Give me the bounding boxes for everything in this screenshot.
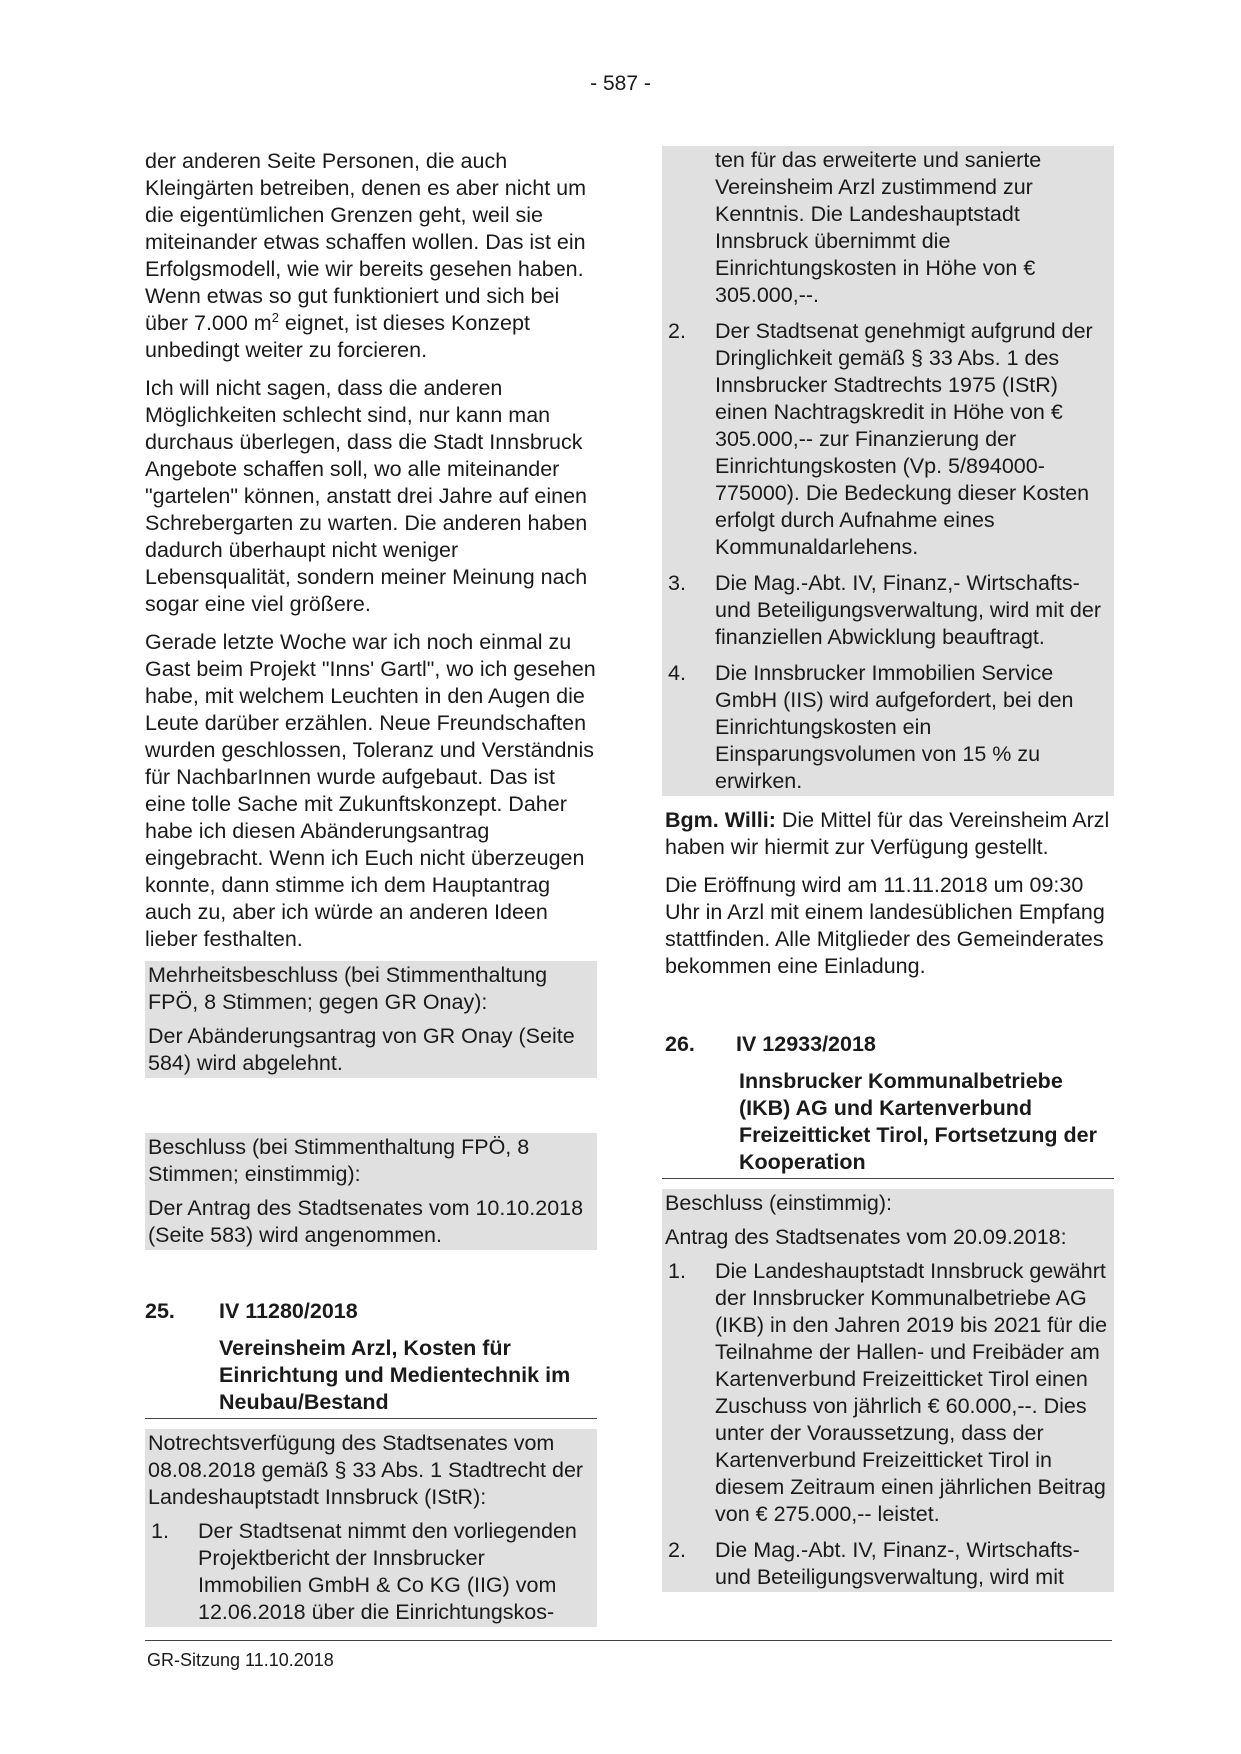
- point-number: 4.: [668, 661, 686, 685]
- left-column: [145, 148, 597, 1627]
- page-number: - 587 -: [590, 72, 651, 95]
- item-25-intro: Notrechtsverfügung des Stadtsenates vom 08.08.2018 gemäß § 33 Abs. 1 Stadtrecht der Landeshauptstadt Innsbruck (IStR):: [148, 1431, 584, 1509]
- agenda-item-26-header: [662, 1031, 1114, 1058]
- point-number: 2.: [668, 1538, 686, 1562]
- item-25-continued: [662, 146, 1114, 796]
- paragraph-1: [145, 148, 597, 364]
- item-25-point-4: [665, 660, 1111, 795]
- point-text: Die Mag.-Abt. IV, Finanz-, Wirtschafts- und Beteiligungsverwaltung, wird mit: [715, 1538, 1080, 1589]
- paragraph-3: Gerade letzte Woche war ich noch einmal zu Gast beim Projekt "Inns' Gartl", wo ich gesehen habe, mit welchem Leuchten in den Augen die Leute darüber erzählen. Neue Freundschaften wurden geschlossen, Toleranz und Verständnis für NachbarInnen wurde aufgebaut. Das ist eine tolle Sache mit Zukunftskonzept. Daher habe ich diesen Abänderungsantrag eingebracht. Wenn ich Euch nicht überzeugen konnte, dann stimme ich dem Hauptantrag auch zu, aber ich würde an anderen Ideen lieber festhalten.: [145, 630, 596, 951]
- decision-2-title: Beschluss (bei Stimmenthaltung FPÖ, 8 Stimmen; einstimmig):: [148, 1135, 530, 1186]
- decision-1-title: Mehrheitsbeschluss (bei Stimmenthaltung FPÖ, 8 Stimmen; gegen GR Onay):: [148, 963, 548, 1014]
- paragraph-1-tail: eignet, ist dieses Konzept unbedingt weiter zu forcieren.: [145, 311, 530, 362]
- point-text: Die Mag.-Abt. IV, Finanz,- Wirtschafts- und Beteiligungsverwaltung, wird mit der finanziellen Abwicklung beauftragt.: [715, 571, 1102, 649]
- paragraph-2: Ich will nicht sagen, dass die anderen Möglichkeiten schlecht sind, nur kann man durchaus überlegen, dass die Stadt Innsbruck Angebote schaffen soll, wo alle miteinander "gartelen" können, anstatt drei Jahre auf einen Schrebergarten zu warten. Die anderen haben dadurch überhaupt nicht weniger Lebensqualität, sondern meiner Meinung nach sogar eine viel größere.: [145, 376, 588, 616]
- speaker-label: Bgm. Willi:: [665, 808, 776, 832]
- superscript: 2: [271, 309, 279, 325]
- item-26-block: [662, 1189, 1114, 1592]
- decision-1-text: Der Abänderungsantrag von GR Onay (Seite 584) wird abgelehnt.: [148, 1024, 575, 1075]
- paragraph-1-text: der anderen Seite Personen, die auch Kleingärten betreiben, denen es aber nicht um die eigentümlichen Grenzen geht, weil sie miteinander etwas schaffen wollen. Das ist ein Erfolgsmodell, wie wir bereits gesehen haben. Wenn etwas so gut funktioniert und sich bei über 7.000 m: [145, 149, 587, 335]
- right-column: [662, 146, 1114, 1592]
- item-26-point-1: [665, 1258, 1111, 1528]
- item-25-block: [145, 1429, 597, 1627]
- mayor-statement: [662, 807, 1114, 861]
- point-number: 2.: [668, 319, 686, 343]
- point-text: Die Innsbrucker Immobilien Service GmbH (IIS) wird aufgefordert, bei den Einrichtungskosten ein Einsparungsvolumen von 15 % zu erwirken.: [715, 661, 1074, 793]
- agenda-item-25-number: 25.: [145, 1299, 175, 1323]
- footer-divider: [145, 1640, 1112, 1641]
- point-text: Der Stadtsenat nimmt den vorliegenden Projektbericht der Innsbrucker Immobilien GmbH & Co KG (IIG) vom 12.06.2018 über die Einrichtungskos-: [198, 1519, 577, 1624]
- opening-paragraph: Die Eröffnung wird am 11.11.2018 um 09:30 Uhr in Arzl mit einem landesüblichen Empfang stattfinden. Alle Mitglieder des Gemeinderates bekommen eine Einladung.: [665, 873, 1105, 978]
- decision-block-2: [145, 1133, 597, 1250]
- point-text: Der Stadtsenat genehmigt aufgrund der Dringlichkeit gemäß § 33 Abs. 1 des Innsbrucker Stadtrechts 1975 (IStR) einen Nachtragskredit in Höhe von € 305.000,-- zur Finanzierung der Einrichtungskosten (Vp. 5/894000-775000). Die Bedeckung dieser Kosten erfolgt durch Aufnahme eines Kommunaldarlehens.: [715, 319, 1093, 559]
- agenda-item-26-code: IV 12933/2018: [736, 1032, 876, 1056]
- point-number: 3.: [668, 571, 686, 595]
- item-25-point-2: [665, 318, 1111, 561]
- decision-block-1: [145, 961, 597, 1078]
- agenda-item-26-title: Innsbrucker Kommunalbetriebe (IKB) AG und Kartenverbund Freizeitticket Tirol, Fortsetzung der Kooperation: [662, 1068, 1114, 1179]
- footer-text: GR-Sitzung 11.10.2018: [147, 1650, 334, 1670]
- mayor-text: Die Mittel für das Vereinsheim Arzl haben wir hiermit zur Verfügung gestellt.: [665, 808, 1110, 859]
- agenda-item-25-header: [145, 1298, 597, 1325]
- point-1-continued: ten für das erweiterte und sanierte Vereinsheim Arzl zustimmend zur Kenntnis. Die Landeshauptstadt Innsbruck übernimmt die Einrichtungskosten in Höhe von € 305.000,--.: [715, 148, 1042, 307]
- agenda-item-25-code: IV 11280/2018: [219, 1299, 358, 1323]
- item-25-point-1: [148, 1518, 594, 1626]
- item-26-decision: Beschluss (einstimmig):: [665, 1191, 892, 1215]
- item-26-point-2: [665, 1537, 1111, 1591]
- point-number: 1.: [151, 1519, 169, 1543]
- point-text: Die Landeshauptstadt Innsbruck gewährt der Innsbrucker Kommunalbetriebe AG (IKB) in den Jahren 2019 bis 2021 für die Teilnahme der Hallen- und Freibäder am Kartenverbund Freizeitticket Tirol einen Zuschuss von jährlich € 60.000,--. Dies unter der Voraussetzung, dass der Kartenverbund Freizeitticket Tirol in diesem Zeitraum einen jährlichen Beitrag von € 275.000,-- leistet.: [715, 1259, 1108, 1526]
- agenda-item-26-number: 26.: [665, 1032, 695, 1056]
- decision-2-text: Der Antrag des Stadtsenates vom 10.10.2018 (Seite 583) wird angenommen.: [148, 1196, 584, 1247]
- item-25-point-3: [665, 570, 1111, 651]
- item-26-intro: Antrag des Stadtsenates vom 20.09.2018:: [665, 1225, 1067, 1249]
- point-number: 1.: [668, 1259, 686, 1283]
- agenda-item-25-title: Vereinsheim Arzl, Kosten für Einrichtung und Medientechnik im Neubau/Bestand: [145, 1335, 597, 1419]
